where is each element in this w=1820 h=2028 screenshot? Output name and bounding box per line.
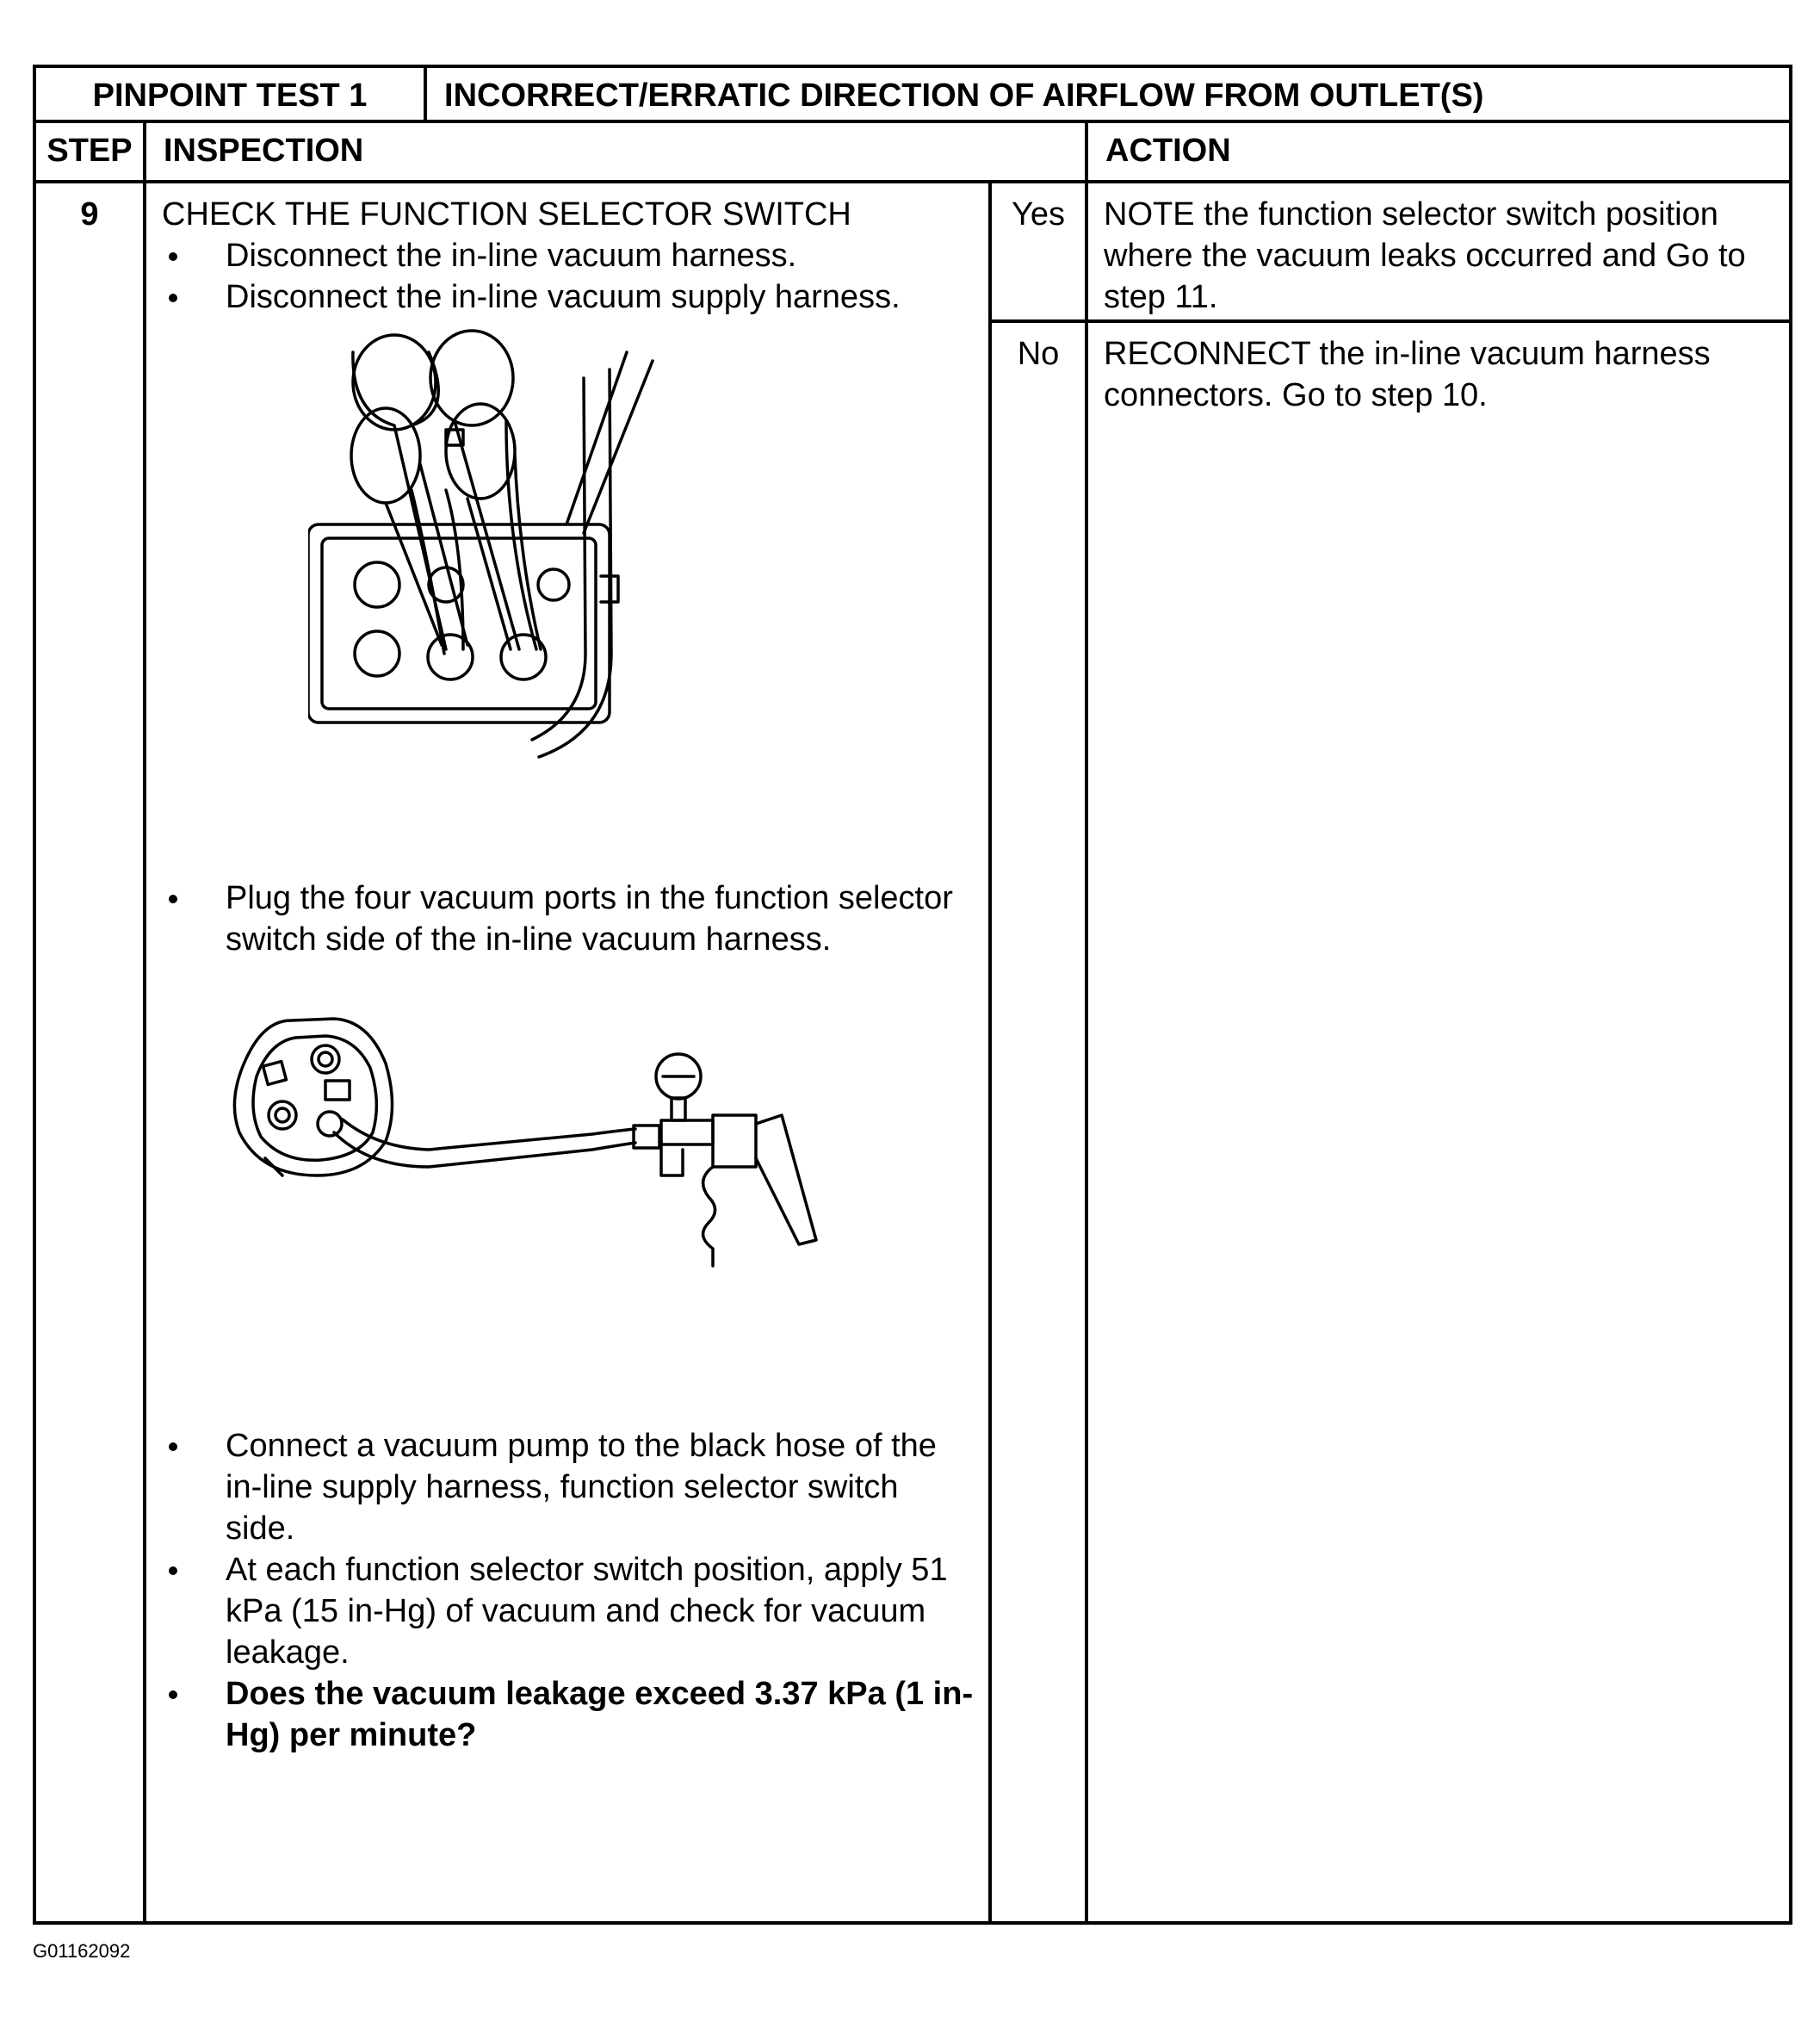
inspection-list-a	[162, 235, 976, 318]
vacuum-pump-illustration	[214, 995, 988, 1322]
column-step-header: STEP	[34, 121, 145, 182]
test-title-cell	[425, 66, 1791, 121]
list-item: Disconnect the in-line vacuum supply harness.	[162, 276, 976, 318]
answer-yes-action: NOTE the function selector switch position where the vacuum leaks occurred and Go to step 11.	[1086, 182, 1791, 321]
inspection-cell	[145, 182, 990, 1923]
harness-connector-illustration	[308, 326, 859, 878]
test-label-cell	[34, 66, 425, 121]
step-number: 9	[34, 182, 145, 1923]
test-title: INCORRECT/ERRATIC DIRECTION OF AIRFLOW FROM OUTLET(S)	[444, 78, 1484, 114]
column-inspection-header: INSPECTION	[145, 121, 1086, 182]
inspection-list-b	[162, 878, 976, 960]
list-item: Disconnect the in-line vacuum harness.	[162, 235, 976, 276]
answer-yes-label: Yes	[990, 182, 1086, 321]
answer-no-label: No	[990, 321, 1086, 1923]
list-item: At each function selector switch position, apply 51 kPa (15 in-Hg) of vacuum and check for vacuum leakage.	[162, 1549, 976, 1673]
inspection-question: Does the vacuum leakage exceed 3.37 kPa (1 in-Hg) per minute?	[162, 1673, 976, 1756]
column-action-header: ACTION	[1086, 121, 1791, 182]
pinpoint-test-table	[33, 65, 1792, 1925]
inspection-list-c	[162, 1425, 976, 1756]
step-title: CHECK THE FUNCTION SELECTOR SWITCH	[162, 196, 851, 233]
list-item: Plug the four vacuum ports in the function selector switch side of the in-line vacuum harness.	[162, 878, 976, 960]
list-item: Connect a vacuum pump to the black hose of the in-line supply harness, function selector switch side.	[162, 1425, 976, 1549]
answer-no-action: RECONNECT the in-line vacuum harness connectors. Go to step 10.	[1086, 321, 1791, 1923]
figure-id: G01162092	[33, 1940, 131, 1962]
test-label: PINPOINT TEST 1	[92, 78, 368, 114]
